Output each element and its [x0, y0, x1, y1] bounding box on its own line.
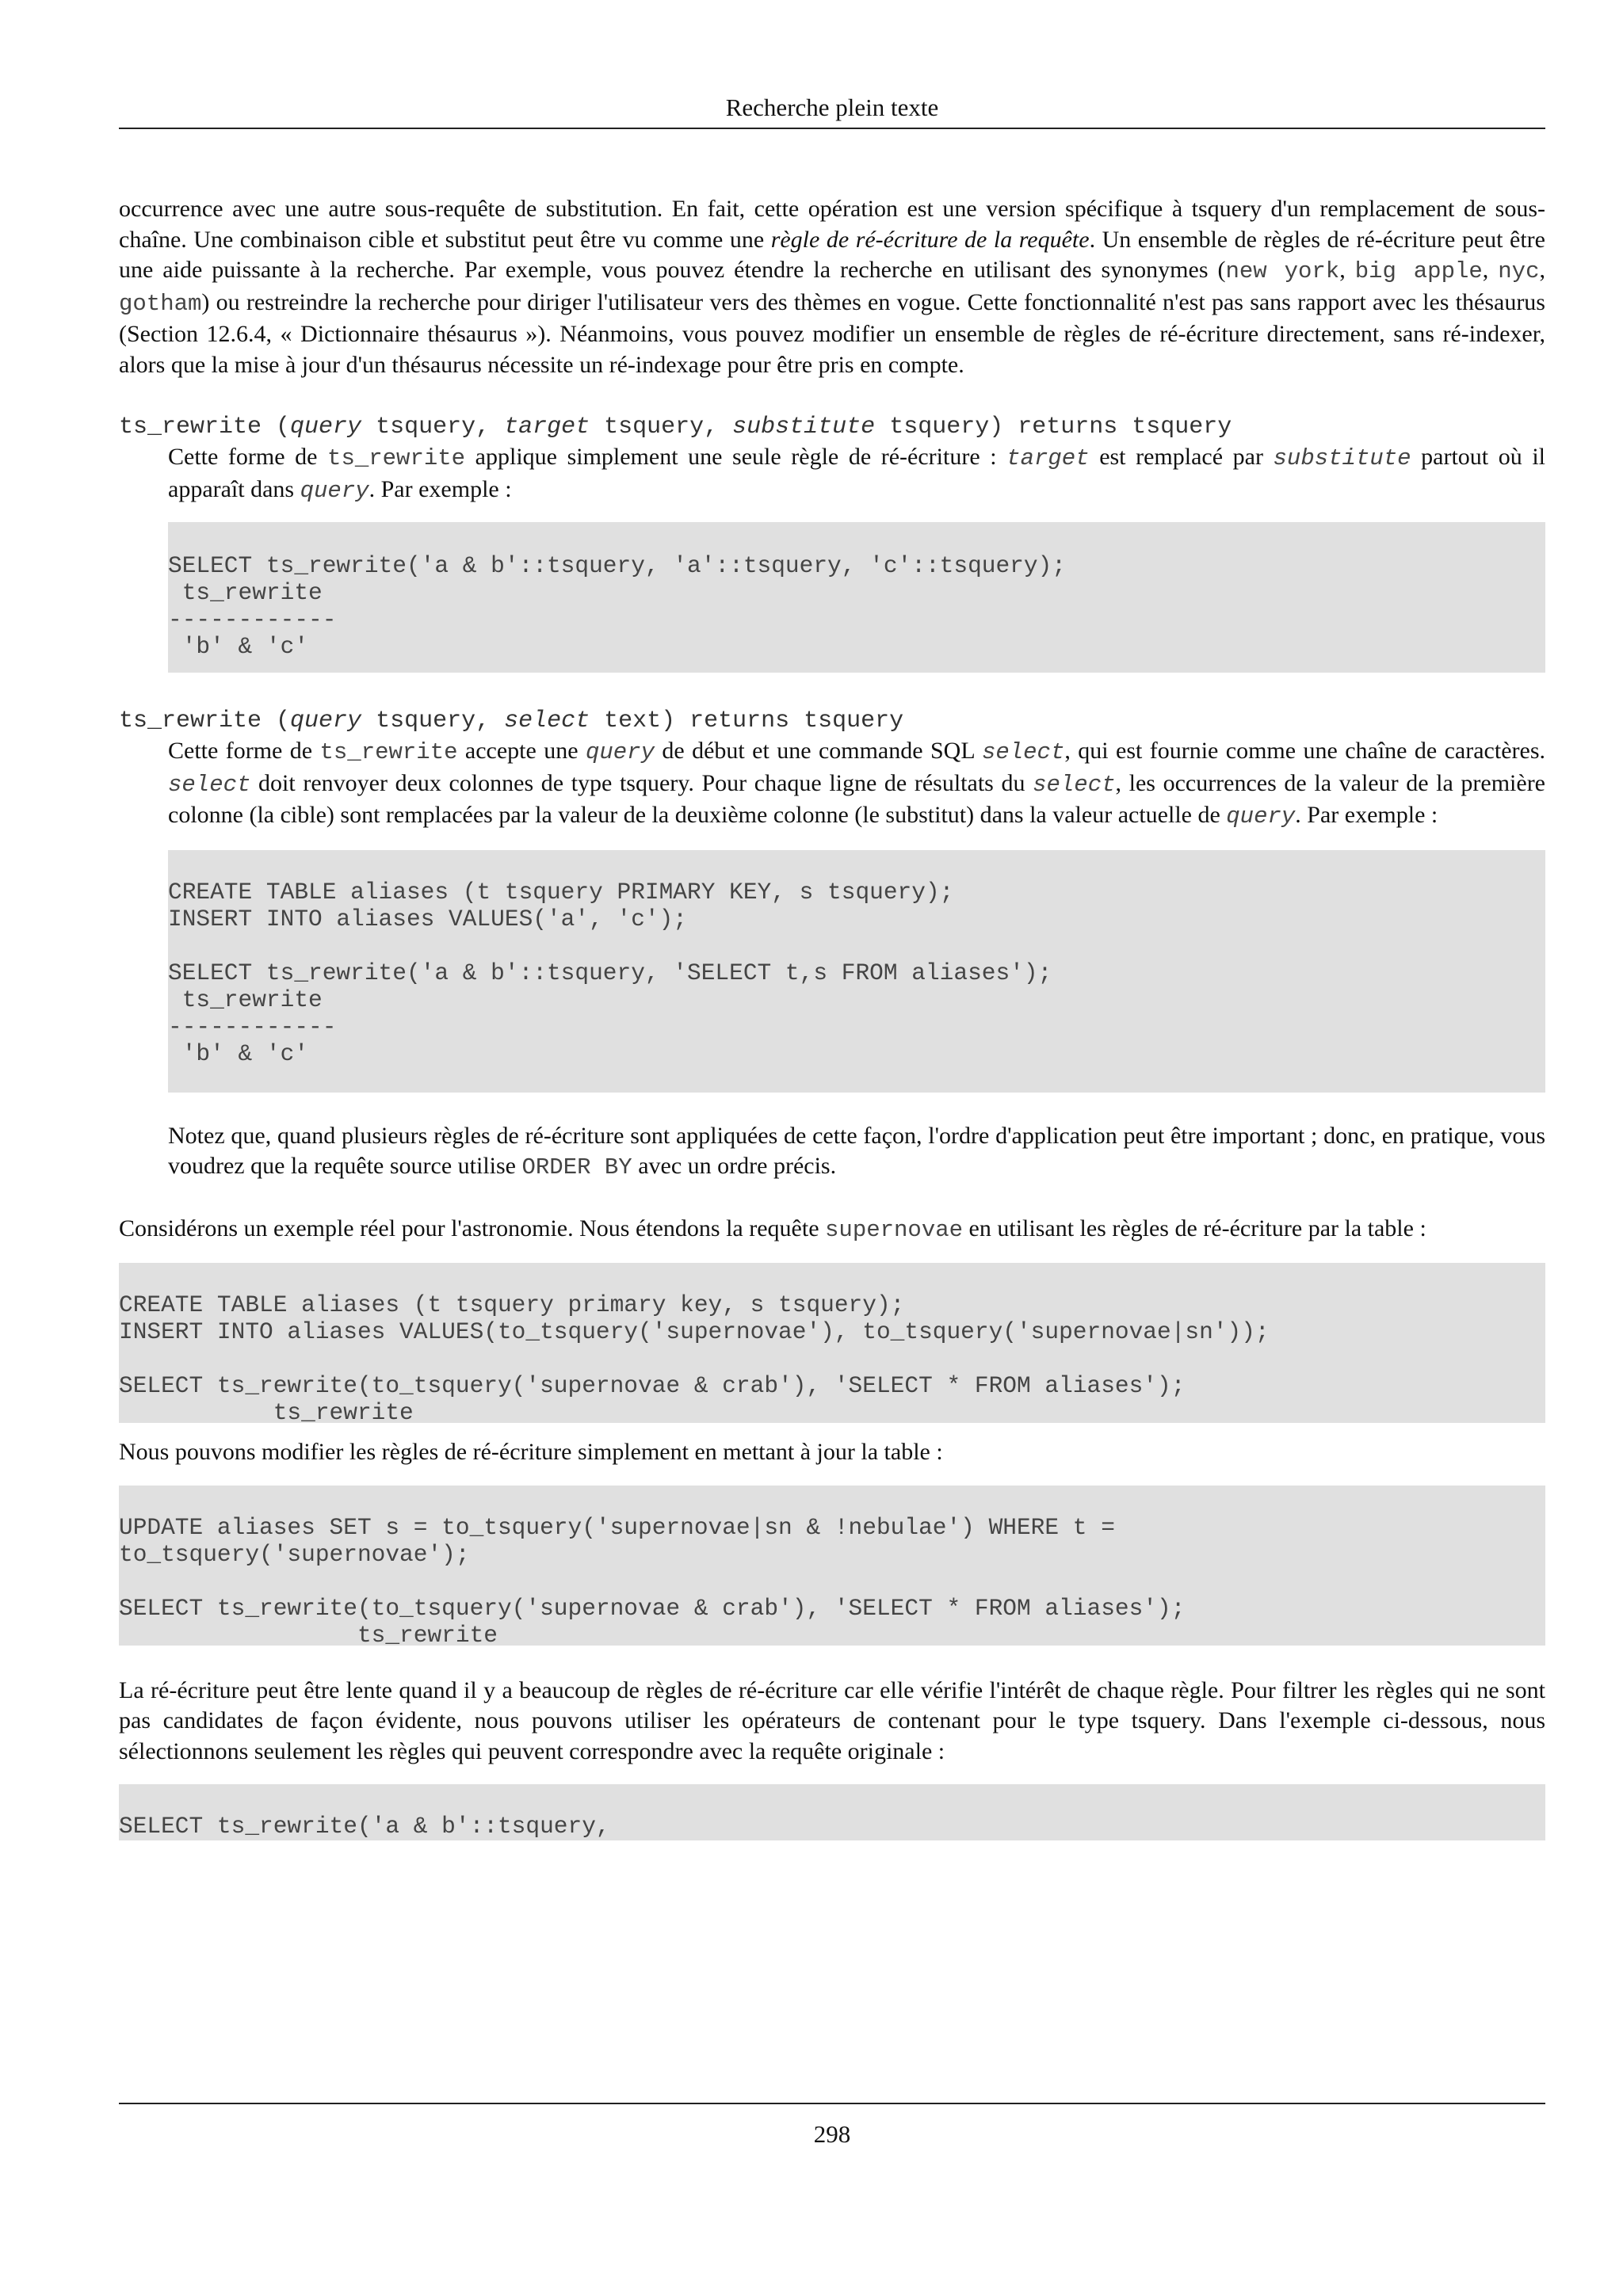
description-paragraph: Cette forme de ts_rewrite accepte une query de début et une commande SQL select, qui est fournie comme une chaîne de caractères. select doit renvoyer deux colonnes de type tsquery. Pour chaque ligne de résultats du select, les occurrences de la valeur de la première colonne (la cible) sont remplacées par la valeur de la deuxième colonne (le substitut) dans la valeur actuelle de query. Par exemple : [168, 738, 1546, 830]
code-block: SELECT ts_rewrite('a & b'::tsquery, 'a'::tsquery, 'c'::tsquery); ts_rewrite ------------ 'b' & 'c' [168, 522, 1545, 673]
function-description [168, 736, 1545, 1184]
emphasis-text: règle de ré-écriture de la requête [770, 226, 1090, 253]
inline-code: select [168, 771, 251, 798]
function-description [168, 442, 1545, 673]
code-block: CREATE TABLE aliases (t tsquery PRIMARY KEY, s tsquery); INSERT INTO aliases VALUES('a', 'c'); SELECT ts_rewrite('a & b'::tsquery, 'SELECT t,s FROM aliases'); ts_rewrite ------------ 'b' & 'c' [168, 850, 1545, 1093]
inline-code: select [981, 739, 1065, 765]
inline-code: ts_rewrite [319, 739, 458, 765]
note-paragraph: Notez que, quand plusieurs règles de ré-écriture sont appliquées de cette façon, l'ordre d'application peut être important ; donc, en pratique, vous voudrez que la requête source utilise ORDER BY avec un ordre précis. [168, 1122, 1545, 1180]
inline-code: substitute [1273, 445, 1411, 471]
description-paragraph: Cette forme de ts_rewrite applique simplement une seule règle de ré-écriture : target est remplacé par substitute partout où il apparaît dans query. Par exemple : [168, 444, 1545, 504]
inline-code: select [1033, 771, 1116, 798]
page-number: 298 [813, 2120, 851, 2148]
inline-code: ORDER BY [521, 1154, 632, 1180]
function-signature: ts_rewrite (query tsquery, select text) returns tsquery [119, 707, 904, 734]
footer-rule [119, 2103, 1545, 2104]
code-block: CREATE TABLE aliases (t tsquery primary key, s tsquery); INSERT INTO aliases VALUES(to_tsquery('supernovae'), to_tsquery('supernovae|sn')); SELECT ts_rewrite(to_tsquery('supernovae & crab'), 'SELECT * FROM aliases'); ts_rewrite [119, 1263, 1545, 1423]
inline-code: gotham [119, 290, 202, 317]
inline-code: target [1006, 445, 1090, 471]
function-signature: ts_rewrite (query tsquery, target tsquery, substitute tsquery) returns tsquery [119, 414, 1232, 441]
update-paragraph: Nous pouvons modifier les règles de ré-écriture simplement en mettant à jour la table : [119, 1439, 943, 1465]
intro-paragraph: occurrence avec une autre sous-requête de substitution. En fait, cette opération est une version spécifique à tsquery d'un remplacement de sous-chaîne. Une combinaison cible et substitut peut être vu comme une règle de ré-écriture de la requête. Un ensemble de règles de ré-écriture peut être une aide puissante à la recherche. Par exemple, vous pouvez étendre la recherche en utilisant des synonymes (new york, big apple, nyc, gotham) ou restreindre la recherche pour diriger l'utilisateur vers des thèmes en vogue. Cette fonctionnalité n'est pas sans rapport avec les thésaurus (Section 12.6.4, « Dictionnaire thésaurus »). Néanmoins, vous pouvez modifier un ensemble de règles de ré-écriture directement, sans ré-indexer, alors que la mise à jour d'un thésaurus nécessite un ré-indexage pour être pris en compte. [119, 196, 1545, 378]
code-block: UPDATE aliases SET s = to_tsquery('supernovae|sn & !nebulae') WHERE t = to_tsquery('supernovae'); SELECT ts_rewrite(to_tsquery('supernovae & crab'), 'SELECT * FROM aliases'); ts_rewrite [119, 1486, 1545, 1646]
code-block: SELECT ts_rewrite('a & b'::tsquery, [119, 1784, 1545, 1840]
header-rule [119, 128, 1545, 129]
inline-code: nyc [1498, 258, 1540, 284]
inline-code: query [300, 477, 369, 504]
running-header: Recherche plein texte [725, 93, 939, 121]
inline-code: big apple [1354, 258, 1483, 284]
inline-code: new york [1225, 258, 1340, 284]
astronomy-paragraph: Considérons un exemple réel pour l'astronomie. Nous étendons la requête supernovae en utilisant les règles de ré-écriture par la table : [119, 1215, 1426, 1243]
inline-code: supernovae [825, 1216, 964, 1243]
performance-paragraph: La ré-écriture peut être lente quand il y a beaucoup de règles de ré-écriture car elle vérifie l'intérêt de chaque règle. Pour filtrer les règles qui ne sont pas candidates de façon évidente, nous pouvons utiliser les opérateurs de contenant pour le type tsquery. Dans l'exemple ci-dessous, nous sélectionnons seulement les règles qui peuvent correspondre avec la requête originale : [119, 1676, 1545, 1764]
inline-code: ts_rewrite [327, 445, 466, 471]
page-body [119, 194, 1545, 1840]
inline-code: query [1226, 803, 1296, 830]
inline-code: query [585, 739, 655, 765]
